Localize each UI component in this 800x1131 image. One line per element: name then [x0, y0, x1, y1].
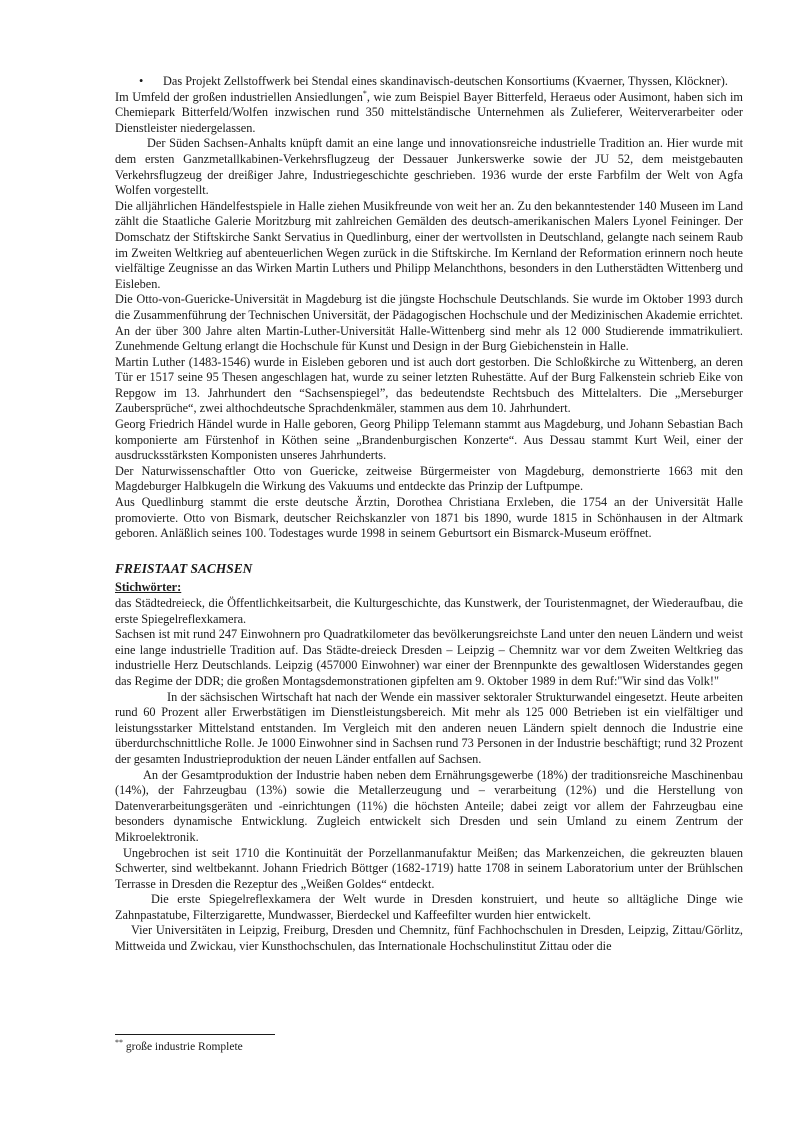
paragraph-sachsen: Sachsen ist mit rund 247 Einwohnern pro Quadratkilometer das bevölkerungsreichste Land unter den neuen Ländern und weist eine lange industrielle Tradition auf. Das Städte-dreieck Dresden – Leipzig – Chemnitz war vor dem Zweiten Weltkrieg das industrielle Herz Deutschlands. Leipzig (457000 Einwohner) war einer der Brennpunkte des gewaltlosen Widerstandes gegen das Regime der DDR; die großen Montagsdemonstrationen gipfelten am 9. Oktober 1989 in dem Ruf:"Wir sind das Volk!": [115, 627, 743, 688]
paragraph-quedlinburg: Aus Quedlinburg stammt die erste deutsche Ärztin, Dorothea Christiana Erxleben, die 1754 an der Universität Halle promovierte. Otto von Bismark, deutscher Reichskanzler von 1871 bis 1890, wurde 1815 in Schönhausen in der Altmark geboren. Anläßlich seines 100. Todestages wurde 1998 in seinem Geburtsort ein Bismarck-Museum eröffnet.: [115, 495, 743, 541]
keywords-label: Stichwörter:: [115, 580, 182, 595]
paragraph-haendel: Georg Friedrich Händel wurde in Halle geboren, Georg Philipp Telemann stammt aus Magdeburg, und Johann Sebastian Bach komponierte am Fürstenhof in Köthen seine „Brandenburgischen Konzerte“. Aus Dessau stammt Kurt Weil, einer der ausdrucksstärksten Komponisten unseres Jahrhunderts.: [115, 417, 743, 463]
paragraph-guericke: Der Naturwissenschaftler Otto von Guericke, zeitweise Bürgermeister von Magdeburg, demonstrierte 1663 mit den Magdeburger Halbkugeln die Wirkung des Vakuums und entdeckte das Prinzip der Luftpumpe.: [115, 463, 743, 494]
paragraph-spiegelreflexkamera: Die erste Spiegelreflexkamera der Welt wurde in Dresden konstruiert, und heute so alltägliche Dinge wie Zahnpastatube, Filterzigarette, Mundwasser, Bierdeckel und Kaffeefilter wurden hier entwickelt.: [115, 892, 743, 922]
paragraph-porzellan: Ungebrochen ist seit 1710 die Kontinuität der Porzellanmanufaktur Meißen; das Markenzeichen, die gekreuzten blauen Schwerter, sind weltbekannt. Johann Friedrich Böttger (1682-1719) hatte 1708 in seinem Laboratorium unter der Brühlschen Terrasse in Dresden die Rezeptur des „Weißen Goldes“ entdeckt.: [115, 845, 743, 891]
keywords-text: das Städtedreieck, die Öffentlichkeitsarbeit, die Kulturgeschichte, das Kunstwerk, der Touristenmagnet, der Wiederaufbau, die erste Spiegelreflexkamera.: [115, 596, 743, 626]
footnote: [115, 1040, 243, 1054]
paragraph-text: Im Umfeld der großen industriellen Ansiedlungen: [115, 89, 363, 104]
paragraph-wirtschaft: In der sächsischen Wirtschaft hat nach der Wende ein massiver sektoraler Strukturwandel eingesetzt. Heute arbeiten rund 60 Prozent aller Erwerbstätigen im Dienstleistungsbereich. Mit mehr als 125 000 Betrieben ist ein vielfältiger und leistungsstarker Mittelstand entstanden. Im Vergleich mit den anderen neuen Ländern spielt dennoch die Industrie eine überdurchschnittliche Rolle. Je 1000 Einwohner sind in Sachsen rund 73 Personen in der Industrie beschäftigt; rund 32 Prozent der gesamten Industrieproduktion der neuen Länder entfallen auf Sachsen.: [115, 689, 743, 766]
paragraph-universitaet: Die Otto-von-Guericke-Universität in Magdeburg ist die jüngste Hochschule Deutschlands. Sie wurde im Oktober 1993 durch die Zusammenführung der Technischen Universität, der Pädagogischen Hochschule und der Medizinischen Akademie errichtet. An der über 300 Jahre alten Martin-Luther-Universität Halle-Wittenberg sind mehr als 12 000 Studierende immatrikuliert. Zunehmende Geltung erlangt die Hochschule für Kunst und Design in der Burg Giebichenstein in Halle.: [115, 292, 743, 354]
bullet-item: [115, 74, 743, 90]
bullet-text: Das Projekt Zellstoffwerk bei Stendal eines skandinavisch-deutschen Konsortiums (Kvaerner, Thyssen, Klöckner).: [163, 74, 728, 88]
paragraph-luther: Martin Luther (1483-1546) wurde in Eisleben geboren und ist auch dort gestorben. Die Schloßkirche zu Wittenberg, an deren Tür er 1517 seine 95 Thesen angeschlagen hat, wurde zu seiner letzten Ruhestätte. Auf der Burg Falkenstein schrieb Eike von Repgow im 13. Jahrhundert den “Sachsenspiegel”, das bedeutendste Rechtsbuch des Mittelalters. Die „Merseburger Zaubersprüche“, zwei althochdeutsche Sprachdenkmäler, stammen aus dem 10. Jahrhundert.: [115, 354, 743, 416]
document-page: [115, 74, 743, 955]
footnote-text: große industrie Romplete: [123, 1041, 243, 1053]
footnote-divider: [115, 1034, 275, 1035]
bullet-icon: •: [139, 74, 144, 88]
footnote-mark: **: [115, 1038, 123, 1048]
paragraph-gesamtproduktion: An der Gesamtproduktion der Industrie haben neben dem Ernährungsgewerbe (18%) der traditionsreiche Maschinenbau (14%), der Fahrzeugbau (13%) sowie die Metallerzeugung und – verarbeitung (12%) und die Herstellung von Datenverarbeitungsgeräten und -einrichtungen (11%) die höchsten Anteile; dabei zeigt vor allem der Fahrzeugbau eine besonders dynamische Entwicklung. Zugleich entwickelt sich Dresden und sein Umland zu einem Zentrum der Mikroelektronik.: [115, 767, 743, 844]
paragraph-umfeld: [115, 90, 743, 137]
footnote-reference: *: [362, 88, 367, 98]
paragraph-universitaeten: Vier Universitäten in Leipzig, Freiburg, Dresden und Chemnitz, fünf Fachhochschulen in Dresden, Leipzig, Zittau/Görlitz, Mittweida und Zwickau, vier Kunsthochschulen, das Internationale Hochschulinstitut Zittau oder die: [115, 923, 743, 954]
paragraph-sueden: Der Süden Sachsen-Anhalts knüpft damit an eine lange und innovationsreiche industrielle Tradition an. Hier wurde mit dem ersten Ganzmetallkabinen-Verkehrsflugzeug der Dessauer Junkerswerke sowie der JU 52, dem meistgebauten Verkehrsflugzeug der dreißiger Jahre, Industriegeschichte geschrieben. 1936 wurde der erste Farbfilm der Welt von Agfa Wolfen vorgestellt.: [115, 136, 743, 198]
paragraph-text: , wie zum Beispiel Bayer Bitterfeld, Heraeus oder Ausimont, haben sich im Chemiepark Bitterfeld/Wolfen inzwischen rund 350 mittelständische Unternehmen als Zulieferer, Weiterverarbeiter oder Dienstleister niedergelassen.: [115, 89, 743, 135]
section-title: FREISTAAT SACHSEN: [115, 560, 253, 576]
paragraph-haendelfestspiele: Die alljährlichen Händelfestspiele in Halle ziehen Musikfreunde von weit her an. Zu den bekanntestender 140 Museen im Land zählt die Staatliche Galerie Moritzburg mit zahlreichen Gemälden des deutsch-amerikanischen Malers Lyonel Feininger. Der Domschatz der Stiftskirche Sankt Servatius in Quedlinburg, einer der wertvollsten in Deutschland, gelangte nach seinem Raub im Zweiten Weltkrieg auf abenteuerlichen Wegen zurück in die Stiftskirche. Im Kernland der Reformation erinnern noch heute vielfältige Zeugnisse an das Wirken Martin Luthers und Philipp Melanchthons, besonders in den Lutherstädten Wittenberg und Eisleben.: [115, 198, 743, 291]
